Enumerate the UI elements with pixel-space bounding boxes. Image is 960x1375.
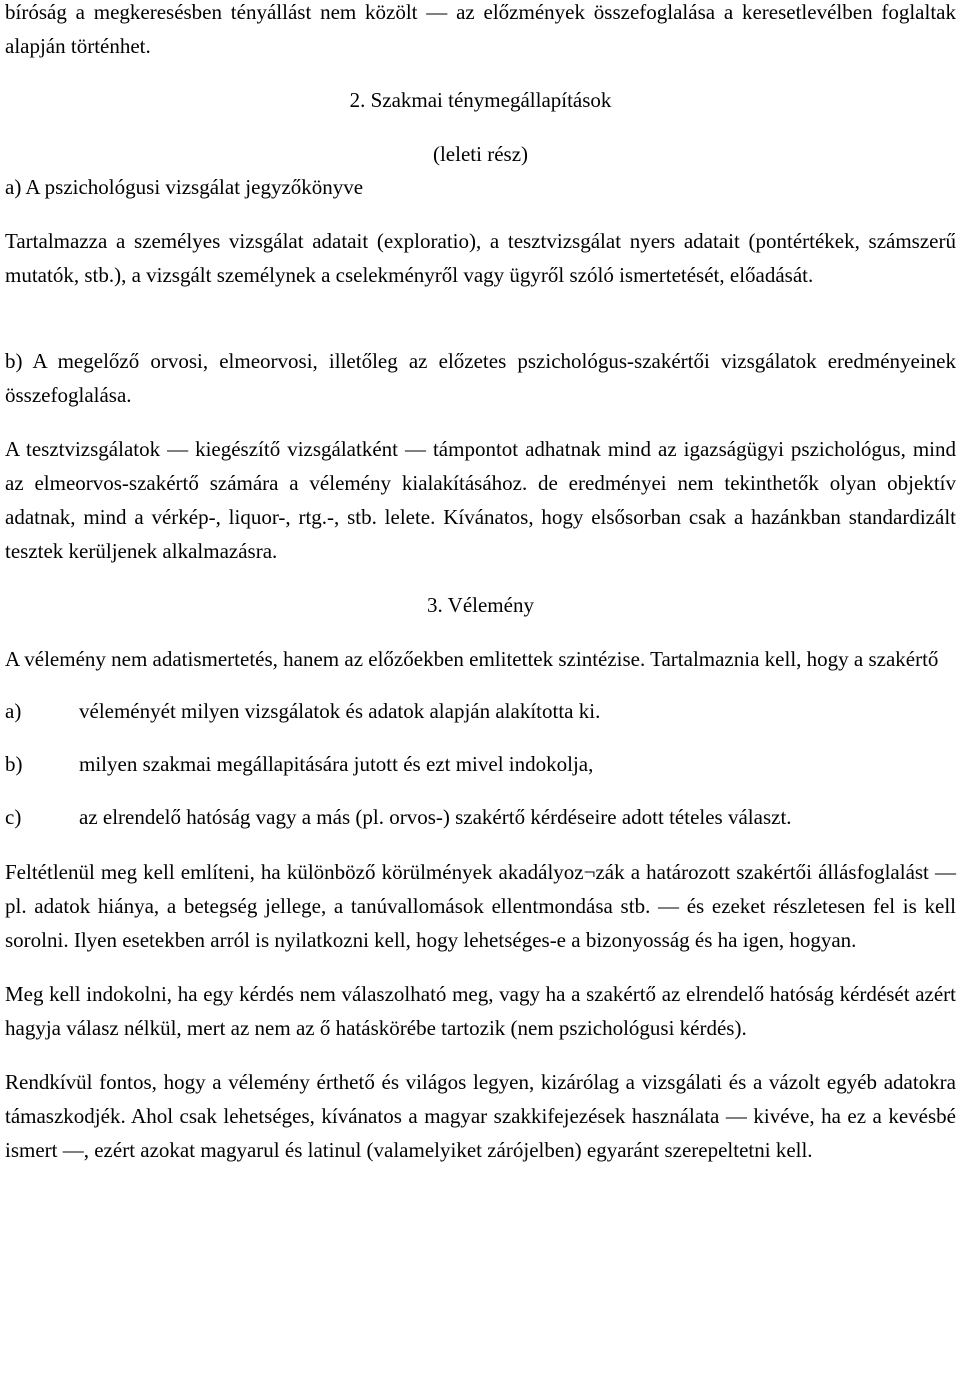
paragraph-obstacles: Feltétlenül meg kell említeni, ha különböző körülmények akadályoz¬zák a határozott szakértői állásfoglalást — pl. adatok hiánya, a betegség jellege, a tanúvallomások ellentmondása stb. — és ezeket részletesen fel is kell sorolni. Ilyen esetekben arról is nyilatkozni kell, hogy lehetséges-e a bizonyosság és ha igen, hogyan. bbox=[5, 860, 956, 952]
list-item-text: az elrendelő hatóság vagy a más (pl. orvos-) szakértő kérdéseire adott tételes választ. bbox=[79, 805, 792, 829]
list-item bbox=[5, 747, 956, 781]
list-item-label: b) bbox=[5, 752, 23, 776]
document-page bbox=[5, 0, 956, 1167]
list-item-text: milyen szakmai megállapitására jutott és ezt mivel indokolja, bbox=[79, 752, 594, 776]
section-2-heading: 2. Szakmai ténymegállapítások bbox=[349, 88, 612, 112]
subsection-a-title: a) A pszichológusi vizsgálat jegyzőkönyve bbox=[5, 175, 364, 199]
paragraph-contents: Tartalmazza a személyes vizsgálat adatait (exploratio), a tesztvizsgálat nyers adatait (pontértékek, számszerű mutatók, stb.), a vizsgált személynek a cselekményről vagy ügyről szóló ismertetését, előadását. bbox=[5, 229, 956, 287]
list-item bbox=[5, 800, 956, 834]
intro-paragraph: bíróság a megkeresésben tényállást nem közölt — az előzmények összefoglalása a keresetlevélben foglaltak alapján történhet. bbox=[5, 0, 956, 58]
paragraph-b: b) A megelőző orvosi, elmeorvosi, illetőleg az előzetes pszichológus-szakértői vizsgálatok eredményeinek összefoglalása. bbox=[5, 349, 956, 407]
paragraph-tests: A tesztvizsgálatok — kiegészítő vizsgálatként — támpontot adhatnak mind az igazságügyi pszichológus, mind az elmeorvos-szakértő számára a vélemény kialakításához. de eredményei nem tekinthetők olyan objektív adatnak, mind a vérkép-, liquor-, rtg.-, stb. lelete. Kívánatos, hogy elsősorban csak a hazánkban standardizált tesztek kerüljenek alkalmazásra. bbox=[5, 437, 956, 563]
list-item-label: c) bbox=[5, 805, 22, 829]
paragraph-justify: Meg kell indokolni, ha egy kérdés nem válaszolható meg, vagy ha a szakértő az elrendelő hatóság kérdését azért hagyja válasz nélkül, mert az nem az ő hatáskörébe tartozik (nem pszichológusi kérdés). bbox=[5, 982, 956, 1040]
list-item-label: a) bbox=[5, 699, 22, 723]
paragraph-clarity: Rendkívül fontos, hogy a vélemény érthető és világos legyen, kizárólag a vizsgálati és a vázolt egyéb adatokra támaszkodjék. Ahol csak lehetséges, kívánatos a magyar szakkifejezések használata — kivéve, ha ez a kevésbé ismert —, ezért azokat magyarul és latinul (valamelyiket zárójelben) egyaránt szerepeltetni kell. bbox=[5, 1070, 956, 1162]
list-item-text: véleményét milyen vizsgálatok és adatok alapján alakította ki. bbox=[79, 699, 601, 723]
paragraph-opinion: A vélemény nem adatismertetés, hanem az előzőekben emlitettek szintézise. Tartalmaznia kell, hogy a szakértő bbox=[5, 647, 939, 671]
list-item bbox=[5, 694, 956, 728]
section-2-subheading: (leleti rész) bbox=[432, 142, 529, 166]
section-3-heading: 3. Vélemény bbox=[427, 593, 534, 617]
